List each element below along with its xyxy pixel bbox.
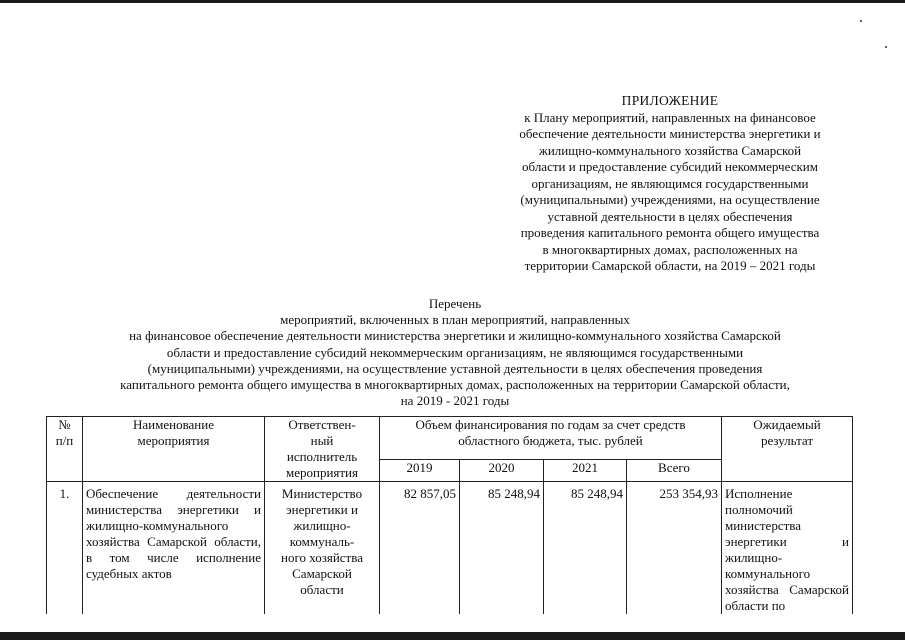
row-value-2020: 85 248,94 xyxy=(460,482,544,615)
list-heading: Перечень xyxy=(428,296,482,311)
header-year-2021: 2021 xyxy=(544,459,627,481)
scan-speck xyxy=(860,20,862,22)
row-value-2021: 85 248,94 xyxy=(544,482,627,615)
header-result: Ожидаемый результат xyxy=(722,417,853,482)
appendix-line: в многоквартирных домах, расположенных на xyxy=(542,241,798,257)
header-num: № п/п xyxy=(47,417,83,482)
appendix-line: территории Самарской области, на 2019 – 2021 годы xyxy=(524,258,816,273)
appendix-line: (муниципальными) учреждениями, на осуществление xyxy=(520,192,820,207)
list-title-block xyxy=(40,296,870,409)
list-title-line: на 2019 - 2021 годы xyxy=(400,393,510,409)
appendix-line: к Плану мероприятий, направленных на финансовое xyxy=(524,109,816,125)
header-responsible: Ответствен- ный исполнитель мероприятия xyxy=(265,417,380,482)
appendix-line: проведения капитального ремонта общего имущества xyxy=(520,225,820,240)
row-value-2019: 82 857,05 xyxy=(380,482,460,615)
appendix-line: области и предоставление субсидий некоммерческим xyxy=(522,159,818,174)
appendix-line: уставной деятельности в целях обеспечения xyxy=(547,208,793,224)
list-title-line: области и предоставление субсидий некоммерческим организациям, не являющимся государственными xyxy=(166,344,744,360)
row-num: 1. xyxy=(47,482,83,615)
row-value-total: 253 354,93 xyxy=(627,482,722,615)
appendix-title: ПРИЛОЖЕНИЕ xyxy=(621,93,719,108)
scan-speck xyxy=(885,46,887,48)
row-result: Исполнение полномочий министерства энергетики и жилищно-коммунального хозяйства Самарской области по xyxy=(722,482,853,615)
row-responsible: Министерство энергетики и жилищно- коммуналь- ного хозяйства Самарской области xyxy=(265,482,380,615)
appendix-line: организациям, не являющимся государственными xyxy=(531,175,809,191)
header-year-2020: 2020 xyxy=(460,459,544,481)
table-row xyxy=(47,482,853,615)
list-title-line: (муниципальными) учреждениями, на осуществление уставной деятельности в целях обеспечения проведения xyxy=(147,360,763,376)
header-funding: Объем финансирования по годам за счет средств областного бюджета, тыс. рублей xyxy=(380,417,722,460)
appendix-line: обеспечение деятельности министерства энергетики и xyxy=(519,126,821,141)
list-title-line: мероприятий, включенных в план мероприятий, направленных xyxy=(280,312,630,328)
scan-bottom-edge xyxy=(0,632,905,640)
measures-table xyxy=(46,416,853,614)
scan-top-edge xyxy=(0,0,905,3)
header-total: Всего xyxy=(627,459,722,481)
list-title-line: капитального ремонта общего имущества в многоквартирных домах, расположенных на территории Самарской области, xyxy=(120,377,790,393)
header-name: Наименование мероприятия xyxy=(83,417,265,482)
row-name: Обеспечение деятельности министерства энергетики и жилищно-коммунального хозяйства Самарской области, в том числе исполнение судебных актов xyxy=(83,482,265,615)
appendix-line: жилищно-коммунального хозяйства Самарской xyxy=(538,142,802,158)
header-year-2019: 2019 xyxy=(380,459,460,481)
appendix-block xyxy=(470,93,870,275)
list-title-line: на финансовое обеспечение деятельности министерства энергетики и жилищно-коммунального хозяйства Самарской xyxy=(129,328,781,344)
